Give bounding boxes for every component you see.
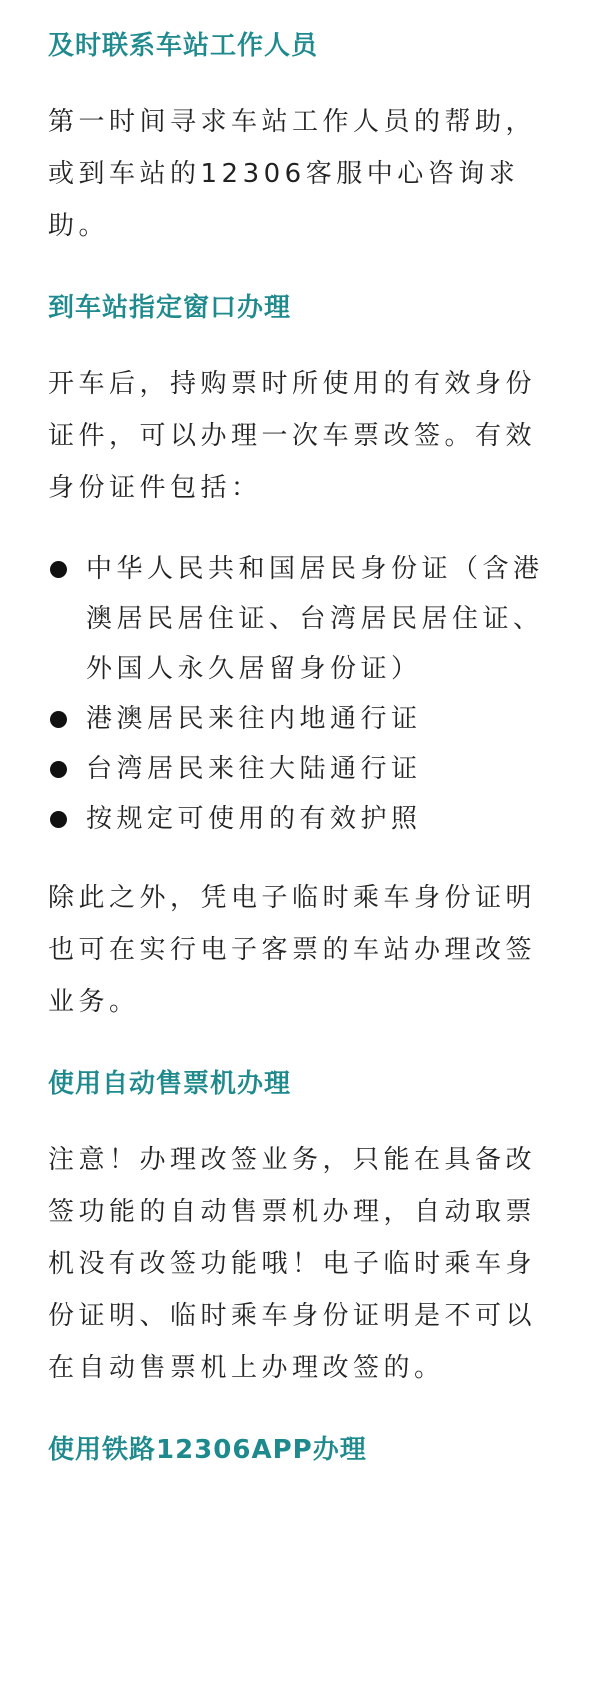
bullet-icon [50,561,67,578]
list-item-text: 港澳居民来往内地通行证 [86,704,422,734]
bullet-icon [50,711,67,728]
list-item-text: 按规定可使用的有效护照 [86,804,422,834]
paragraph-station-window-outro: 除此之外，凭电子临时乘车身份证明也可在实行电子客票的车站办理改签业务。 [48,883,537,1017]
list-item [48,794,556,844]
section-heading-station-window: 到车站指定窗口办理 [48,293,292,323]
paragraph-ticket-machine: 注意！办理改签业务，只能在具备改签功能的自动售票机办理，自动取票机没有改签功能哦！电子临时乘车身份证明、临时乘车身份证明是不可以在自动售票机上办理改签的。 [48,1145,537,1383]
paragraph-station-window-intro: 开车后，持购票时所使用的有效身份证件，可以办理一次车票改签。有效身份证件包括： [48,369,537,503]
list-item [48,744,556,794]
list-item-text: 中华人民共和国居民身份证（含港澳居民居住证、台湾居民居住证、外国人永久居留身份证） [86,554,544,684]
section-heading-ticket-machine: 使用自动售票机办理 [48,1069,292,1099]
list-item [48,544,556,694]
section-heading-12306-app: 使用铁路12306APP办理 [48,1435,367,1465]
paragraph-contact-staff: 第一时间寻求车站工作人员的帮助，或到车站的12306客服中心咨询求助。 [48,107,537,241]
bullet-icon [50,811,67,828]
id-document-list [48,544,556,844]
list-item-text: 台湾居民来往大陆通行证 [86,754,422,784]
list-item [48,694,556,744]
section-heading-contact-staff: 及时联系车站工作人员 [48,31,319,61]
bullet-icon [50,761,67,778]
